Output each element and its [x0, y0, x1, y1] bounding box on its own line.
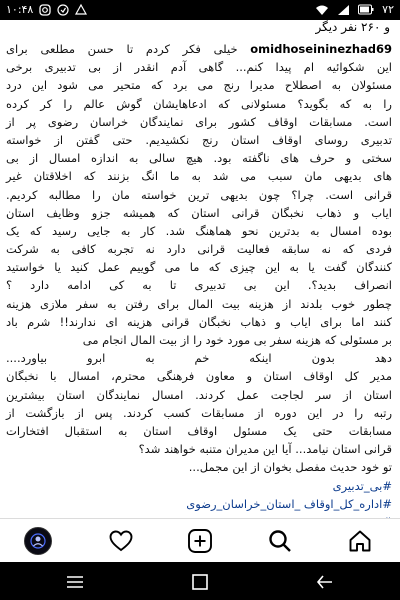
- search-tab[interactable]: [266, 527, 294, 555]
- caption-first-line-text: خیلی فکر کردم تا حسن مطلعی برای: [6, 42, 238, 56]
- avatar: [24, 527, 52, 555]
- caption-line: کنندگان گفت یا به این چیزی که ما می گوییم عمل کنید یا خواستید: [6, 260, 392, 275]
- heart-icon: [109, 530, 133, 552]
- caption-line: مسابقات حتی یک مسئول اوقاف استان به استقبال افتخارات: [6, 423, 392, 438]
- profile-tab[interactable]: [24, 527, 52, 555]
- battery-level: ۷۲: [382, 3, 394, 16]
- wifi-icon: [315, 4, 329, 16]
- status-left-group: [6, 3, 87, 16]
- search-icon: [268, 529, 292, 553]
- status-right-group: [315, 3, 394, 16]
- back-arrow-icon: [316, 574, 334, 590]
- likes-count[interactable]: و ۲۶۰ نفر دیگر: [315, 20, 390, 34]
- caption-line: انصراف بدید؟. این بی تدبیری تا به کی ادامه دارد ؟: [6, 278, 392, 293]
- profile-avatar-icon: [28, 531, 48, 551]
- caption-line: های بدیهی مان سبب می شد به ما انگ بزنند که اخلاقتان غیر: [6, 169, 392, 184]
- caption-line: چطور خوب بلدند از هزینه بیت المال برای رفتن به سفر ملازی هزینه: [6, 296, 392, 311]
- system-back-button[interactable]: [314, 571, 336, 593]
- hashtag-link[interactable]: #بی_تدبیری: [332, 478, 392, 493]
- caption-line: فردی که نه سابقه فعالیت قرانی دارد نه تجربه کافی به شرکت: [6, 242, 392, 257]
- caption-line: کنند اما برای ایاب و ذهاب نخبگان قرانی هزینه ای ندارند!! شرم باد: [6, 314, 392, 329]
- add-post-icon: [187, 528, 213, 554]
- battery-icon: [358, 4, 374, 15]
- signal-icon: [337, 4, 350, 16]
- hashtag-link[interactable]: #اداره_کل_اوقاف _استان_خراسان_رضوی: [186, 496, 392, 511]
- home-tab[interactable]: [346, 527, 374, 555]
- caption-line: قرانی است. چرا؟ چون بدیهی ترین خواسته مان را مطالبه کردیم.: [6, 187, 392, 202]
- caption-first-line: [6, 40, 392, 58]
- caption-line: تدبیری روسای اوقاف استان رنج نکشیدیم. حتی گفتن از خواسته: [6, 132, 392, 147]
- caption-line: بوده امسال به بدترین نحو هماهنگ شد. کار به جایی رسید که یک: [6, 223, 392, 238]
- square-icon: [191, 573, 209, 591]
- activity-tab[interactable]: [107, 527, 135, 555]
- caption-line: مسئولان به اصطلاح مدیرا رنج می برد که متحیر می شود این درد: [6, 78, 392, 93]
- caption-line: مدیر کل اوقاف استان و معاون فرهنگی محترم، امسال با نخبگان: [6, 369, 392, 384]
- post-caption-area: [0, 20, 400, 538]
- post-caption: [6, 40, 392, 549]
- caption-line: استان از سر لجاجت عمل کردند. امسال نمایندگان استان بیشترین: [6, 387, 392, 402]
- caption-line: این شکوائیه ام پیدا کنم... گاهی آدم انقدر از بی تدبیری برخی: [6, 60, 392, 75]
- notification-app-icon: [39, 4, 51, 16]
- recent-apps-button[interactable]: [64, 571, 86, 593]
- post-username[interactable]: omidhoseininezhad69: [250, 42, 393, 56]
- status-bar: [0, 0, 400, 20]
- system-navigation-bar: [0, 562, 400, 600]
- caption-line: تو خود حدیث مفصل بخوان از این مجمل...: [188, 460, 392, 475]
- caption-line: ایاب و ذهاب نخبگان قرانی استان که همیشه جزو وظایف استان: [6, 205, 392, 220]
- status-time: ۱۰:۴۸: [6, 3, 34, 16]
- system-home-button[interactable]: [189, 571, 211, 593]
- caption-line: است. مسابقات اوقاف کشور برای نمایندگان خراسان رضوی پر از: [6, 114, 392, 129]
- menu-icon: [66, 575, 84, 589]
- caption-line: قرانی استان نیامد... آیا این مدیران متنبه خواهند شد؟: [138, 442, 392, 457]
- new-post-tab[interactable]: [186, 527, 214, 555]
- bottom-navigation-bar: [0, 518, 400, 563]
- caption-line: را به که بگوید؟ مسئولانی که ادعاهایشان گوش عالم را کر کرده: [6, 96, 392, 111]
- caption-line: رتبه را در این دوره از مسابقات کسب کردند. پس از بازگشت از: [6, 405, 392, 420]
- caption-line: بر مسئولی که هزینه سفر بی مورد خود را از بیت المال انجام می: [82, 333, 392, 347]
- notification-alert-icon: [75, 4, 87, 16]
- notification-message-icon: [57, 4, 69, 16]
- caption-line: دهد بدون اینکه خم به ابرو بیاورد....: [6, 351, 392, 366]
- caption-body: [6, 58, 392, 476]
- caption-line: سختی و حرف های ناگفته بود. هیچ سالی به اندازه امسال از بی: [6, 151, 392, 166]
- home-icon: [348, 529, 372, 553]
